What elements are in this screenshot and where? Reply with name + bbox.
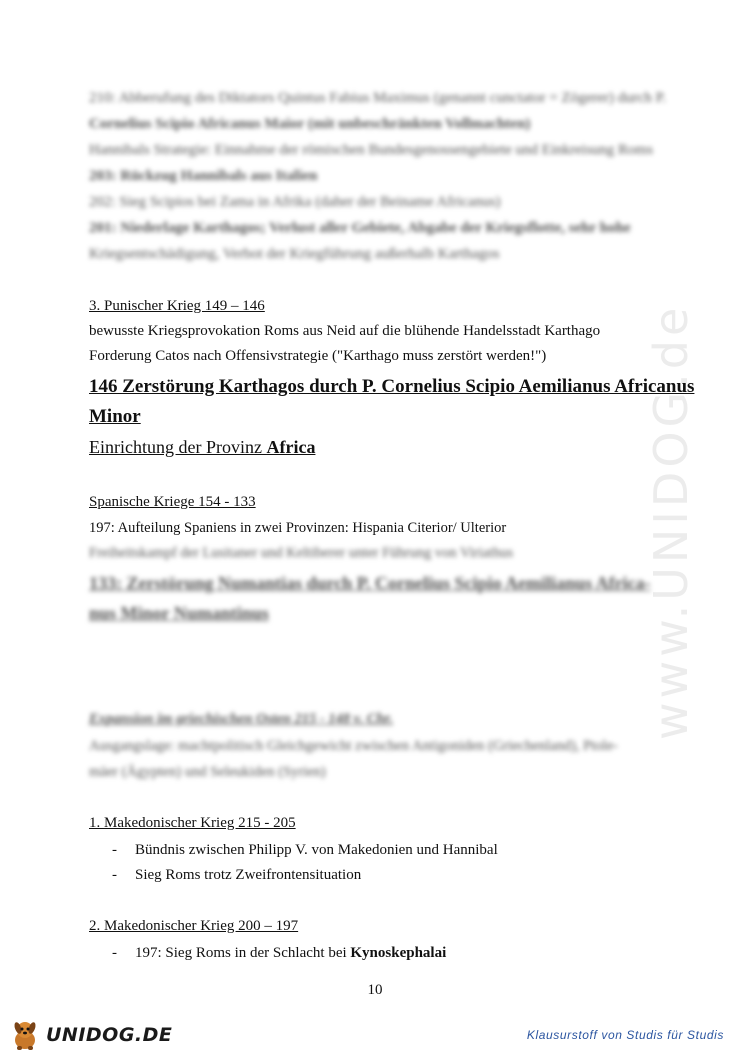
expansion-line2: mäer (Ägypten) und Seleukiden (Syrien) — [89, 764, 326, 780]
spanish-heading: Spanische Kriege 154 - 133 — [89, 494, 256, 510]
blurred-line: 202: Sieg Scipios bei Zama in Afrika (daher der Beiname Africanus) — [89, 194, 501, 210]
expansion-line1: Ausgangslage: machtpolitisch Gleichgewicht zwischen Antigoniden (Griechenland), Ptole- — [89, 738, 618, 754]
punic3-destruction-line2: Minor — [89, 406, 141, 427]
spanish-blurred-line: 133: Zerstörung Numantias durch P. Cornelius Scipio Aemilianus Africa- — [89, 573, 651, 593]
maked2-item — [135, 945, 446, 962]
maked1-heading: 1. Makedonischer Krieg 215 - 205 — [89, 815, 296, 831]
logo-text: UNIDOG.DE — [46, 1024, 173, 1046]
bullet-marker: - — [112, 945, 117, 961]
watermark-text: www.UNIDOG.de — [644, 303, 698, 740]
spanish-blurred-line: Freiheitskampf der Lusitaner und Keltiberer unter Führung von Viriathus — [89, 545, 514, 561]
bullet-marker: - — [112, 867, 117, 883]
punic3-line1: bewusste Kriegsprovokation Roms aus Neid auf die blühende Handelsstadt Karthago — [89, 323, 601, 339]
unidog-logo[interactable] — [8, 1018, 172, 1052]
page-number: 10 — [367, 982, 383, 998]
punic3-heading: 3. Punischer Krieg 149 – 146 — [89, 298, 265, 314]
punic3-line2: Forderung Catos nach Offensivstrategie ("Karthago muss zerstört werden!") — [89, 348, 547, 364]
maked1-item: Sieg Roms trotz Zweifrontensituation — [135, 867, 362, 883]
footer-slogan: Klausurstoff von Studis für Studis — [526, 1028, 724, 1042]
blurred-line: 201: Niederlage Karthagos; Verlust aller Gebiete, Abgabe der Kriegsflotte, sehr hohe — [89, 220, 631, 236]
bullet-marker: - — [112, 842, 117, 858]
blurred-line: Cornelius Scipio Africanus Maior (mit unbeschränkten Vollmachten) — [89, 116, 531, 132]
blurred-line: Kriegsentschädigung, Verbot der Kriegführung außerhalb Karthagos — [89, 246, 500, 262]
blurred-line: Hannibals Strategie: Einnahme der römischen Bundesgenossengebiete und Einkreisung Roms — [89, 142, 654, 158]
punic3-province — [89, 437, 315, 458]
province-name: Africa — [266, 437, 316, 457]
spanish-line1: 197: Aufteilung Spaniens in zwei Provinzen: Hispania Citerior/ Ulterior — [89, 520, 507, 536]
expansion-heading: Expansion im griechischen Osten 215 - 148 v. Chr. — [89, 711, 394, 727]
province-prefix: Einrichtung der Provinz — [89, 437, 267, 457]
spanish-blurred-line: nus Minor Numantinus — [89, 603, 269, 623]
dog-mascot-icon — [8, 1018, 42, 1052]
blurred-line: 210: Abberufung des Diktators Quintus Fabius Maximus (genannt cunctator = Zögerer) durch P. — [89, 90, 667, 106]
maked2-heading: 2. Makedonischer Krieg 200 – 197 — [89, 918, 299, 934]
maked1-item: Bündnis zwischen Philipp V. von Makedonien und Hannibal — [135, 842, 498, 858]
maked2-item-bold: Kynoskephalai — [350, 945, 447, 961]
punic3-destruction-line1: 146 Zerstörung Karthagos durch P. Cornelius Scipio Aemilianus Africanus — [89, 376, 695, 397]
blurred-line: 203: Rückzug Hannibals aus Italien — [89, 168, 318, 184]
maked2-item-prefix: 197: Sieg Roms in der Schlacht bei — [135, 945, 351, 961]
